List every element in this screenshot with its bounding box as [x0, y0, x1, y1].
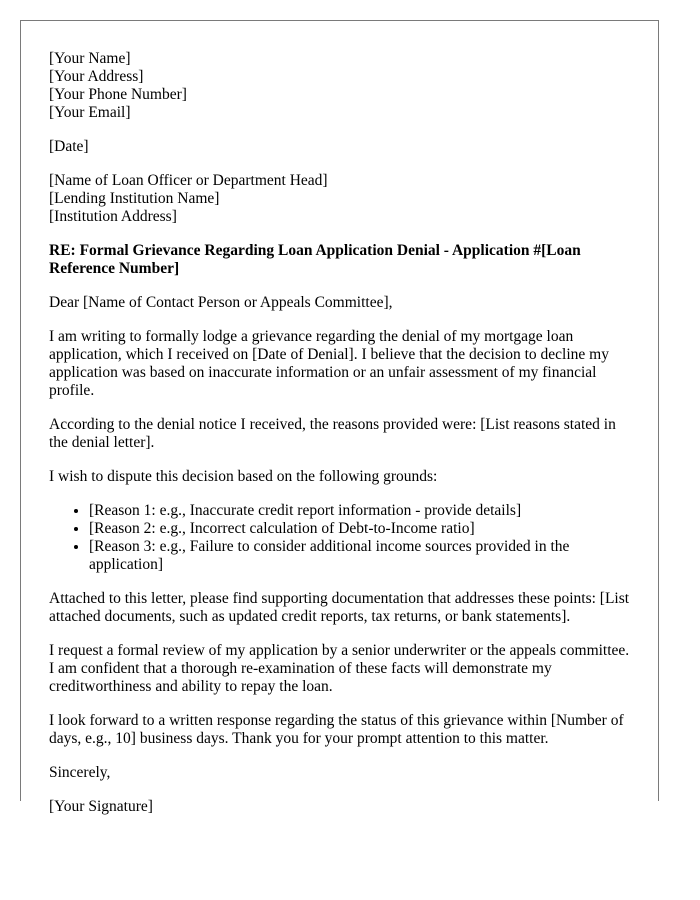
letter-body: [49, 50, 634, 832]
sender-name: [Your Name]: [49, 50, 131, 67]
sender-address: [Your Address]: [49, 68, 144, 85]
recipient-block: [49, 172, 634, 226]
closing-request-paragraph: I look forward to a written response regarding the status of this grievance within [Number of days, e.g., 10] business days. Thank you for your prompt attention to this matter.: [49, 712, 624, 747]
review-request-paragraph: I request a formal review of my application by a senior underwriter or the appeals committee. I am confident that a thorough re-examination of these facts will demonstrate my creditworthiness and ability to repay the loan.: [49, 642, 630, 695]
subject-line: RE: Formal Grievance Regarding Loan Application Denial - Application #[Loan Reference Number]: [49, 242, 581, 277]
dispute-intro-paragraph: I wish to dispute this decision based on the following grounds:: [49, 468, 438, 485]
sender-block: [49, 50, 634, 122]
letter-date: [Date]: [49, 138, 89, 155]
salutation: Dear [Name of Contact Person or Appeals Committee],: [49, 294, 393, 311]
sender-email: [Your Email]: [49, 104, 131, 121]
list-item: • [Reason 2: e.g., Incorrect calculation of Debt-to-Income ratio]: [89, 520, 634, 538]
recipient-address: [Institution Address]: [49, 208, 177, 225]
recipient-name: [Name of Loan Officer or Department Head]: [49, 172, 328, 189]
attachments-paragraph: Attached to this letter, please find supporting documentation that addresses these points: [List attached documents, such as updated credit reports, tax returns, or bank statements].: [49, 590, 630, 625]
reasons-stated-paragraph: According to the denial notice I received, the reasons provided were: [List reasons stated in the denial letter].: [49, 416, 616, 451]
list-item: • [Reason 3: e.g., Failure to consider additional income sources provided in the application]: [89, 538, 634, 574]
sign-off: Sincerely,: [49, 764, 111, 781]
signature: [Your Signature]: [49, 798, 153, 815]
sender-phone: [Your Phone Number]: [49, 86, 187, 103]
recipient-institution: [Lending Institution Name]: [49, 190, 220, 207]
letter-page: [20, 20, 659, 815]
intro-paragraph: I am writing to formally lodge a grievance regarding the denial of my mortgage loan application, which I received on [Date of Denial]. I believe that the decision to decline my application was based on inaccurate information or an unfair assessment of my financial profile.: [49, 328, 609, 399]
grounds-list: [49, 502, 634, 574]
list-item: • [Reason 1: e.g., Inaccurate credit report information - provide details]: [89, 502, 634, 520]
